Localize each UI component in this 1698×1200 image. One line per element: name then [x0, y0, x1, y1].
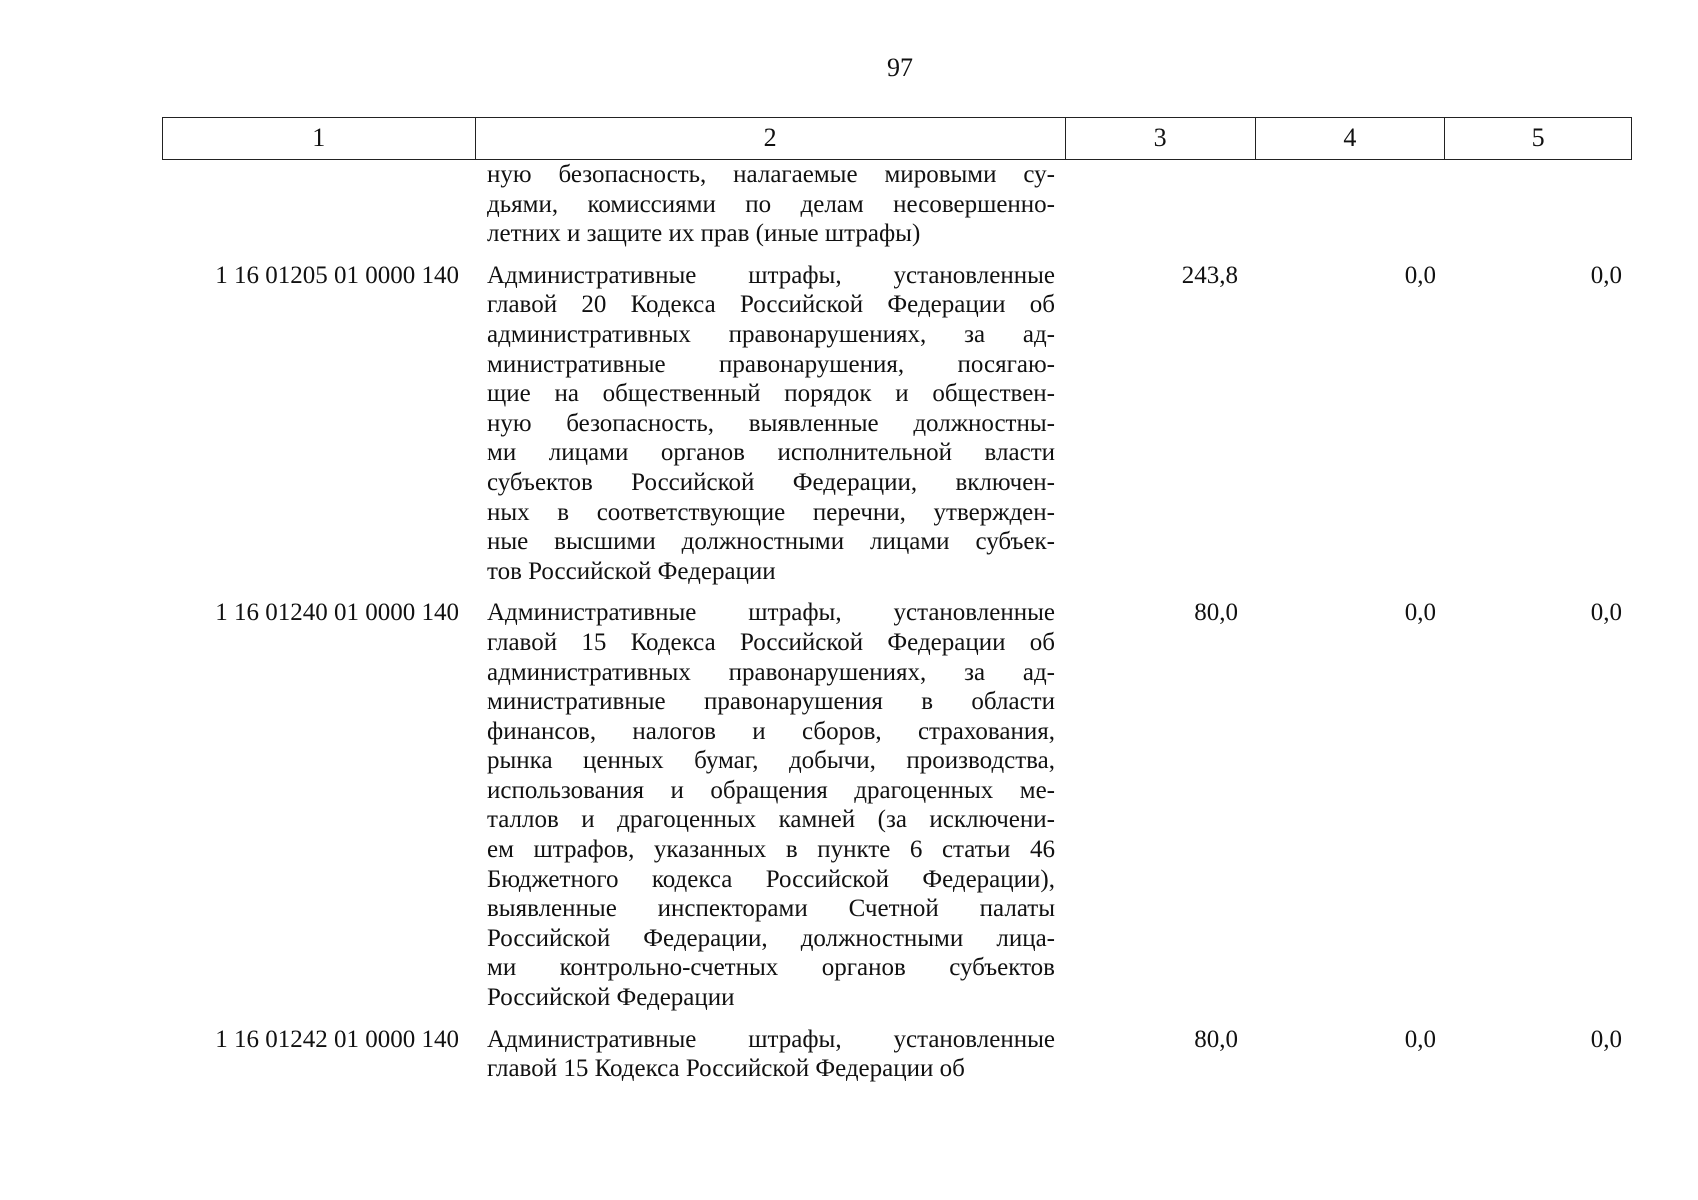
description-line: субъектов Российской Федерации, включен-	[487, 468, 1055, 496]
description-line: ные высшими должностными лицами субъек-	[487, 528, 1055, 556]
value-col3-cell: 80,0	[1194, 1025, 1238, 1053]
description-line: финансов, налогов и сборов, страхования,	[487, 717, 1055, 745]
row-spacer	[162, 249, 1632, 261]
header-cell-1: 1	[163, 118, 476, 159]
description-line: тов Российской Федерации	[487, 557, 776, 585]
description-line: Российской Федерации, должностными лица-	[487, 924, 1055, 952]
value-col4-cell: 0,0	[1404, 261, 1436, 289]
description-line: щие на общественный порядок и обществен-	[487, 380, 1055, 408]
description-line: рынка ценных бумаг, добычи, производства,	[487, 747, 1055, 775]
description-line: министративные правонарушения, посягаю-	[487, 350, 1055, 378]
header-cell-3: 3	[1066, 118, 1256, 159]
table-body	[162, 160, 1632, 1084]
row-spacer	[162, 586, 1632, 598]
table-row	[162, 160, 1632, 249]
description-line: Российской Федерации	[487, 984, 735, 1012]
description-cell	[475, 261, 1066, 587]
description-line: выявленные инспекторами Счетной палаты	[487, 895, 1055, 923]
budget-code-cell: 1 16 01242 01 0000 140	[215, 1025, 459, 1053]
page-number: 97	[887, 53, 913, 82]
budget-code-cell: 1 16 01205 01 0000 140	[215, 261, 459, 289]
description-line: ми лицами органов исполнительной власти	[487, 439, 1055, 467]
header-cell-2: 2	[476, 118, 1066, 159]
description-line: Административные штрафы, установленные	[487, 599, 1055, 627]
row-spacer	[162, 1013, 1632, 1025]
value-col5-cell: 0,0	[1590, 1025, 1622, 1053]
description-line: ную безопасность, выявленные должностны-	[487, 409, 1055, 437]
table-header-row	[162, 117, 1632, 160]
description-line: ми контрольно-счетных органов субъектов	[487, 954, 1055, 982]
header-cell-4: 4	[1256, 118, 1446, 159]
description-line: летних и защите их прав (иные штрафы)	[487, 220, 921, 248]
description-line: административных правонарушениях, за ад-	[487, 658, 1055, 686]
table-row	[162, 1025, 1632, 1084]
value-col4-cell: 0,0	[1404, 1025, 1436, 1053]
description-line: дьями, комиссиями по делам несовершенно-	[487, 190, 1055, 218]
description-line: таллов и драгоценных камней (за исключени-	[487, 806, 1055, 834]
value-col3-cell: 80,0	[1194, 599, 1238, 627]
description-line: Бюджетного кодекса Российской Федерации),	[487, 865, 1055, 893]
value-col5-cell: 0,0	[1590, 599, 1622, 627]
description-line: ем штрафов, указанных в пункте 6 статьи 46	[487, 836, 1055, 864]
description-cell	[475, 1025, 1066, 1084]
description-line: ных в соответствующие перечни, утвержден-	[487, 498, 1055, 526]
description-line: Административные штрафы, установленные	[487, 261, 1055, 289]
description-line: главой 15 Кодекса Российской Федерации об	[487, 1055, 965, 1083]
value-col5-cell: 0,0	[1590, 261, 1622, 289]
description-line: ную безопасность, налагаемые мировыми су-	[487, 161, 1055, 188]
description-cell	[475, 598, 1066, 1012]
description-line: Административные штрафы, установленные	[487, 1025, 1055, 1053]
description-line: главой 20 Кодекса Российской Федерации об	[487, 291, 1055, 319]
value-col4-cell: 0,0	[1404, 599, 1436, 627]
description-line: главой 15 Кодекса Российской Федерации об	[487, 628, 1055, 656]
description-cell	[475, 160, 1066, 249]
description-line: министративные правонарушения в области	[487, 688, 1055, 716]
description-line: использования и обращения драгоценных ме-	[487, 776, 1055, 804]
table-row	[162, 261, 1632, 587]
description-line: административных правонарушениях, за ад-	[487, 320, 1055, 348]
header-cell-5: 5	[1531, 123, 1545, 152]
table-row	[162, 598, 1632, 1012]
budget-code-cell: 1 16 01240 01 0000 140	[215, 599, 459, 627]
value-col3-cell: 243,8	[1181, 261, 1238, 289]
